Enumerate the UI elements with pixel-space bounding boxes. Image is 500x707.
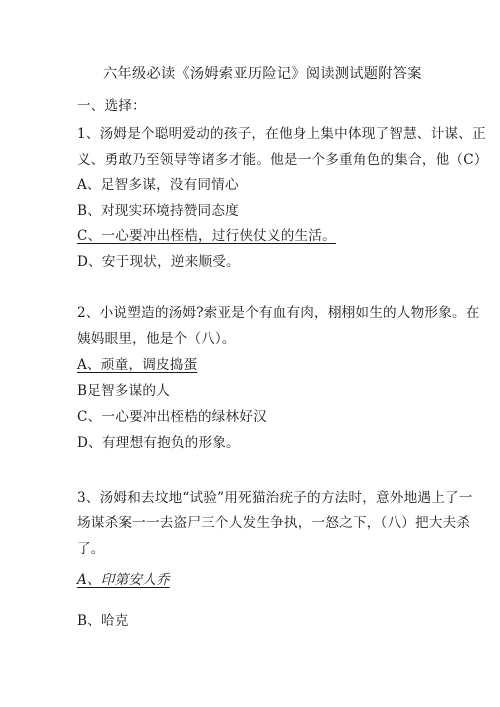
question-2-option-d: D、有理想有抱负的形象。	[77, 435, 240, 451]
question-3-option-b: B、哈克	[77, 613, 129, 629]
question-3-stem-line-2: 场谋杀案一一去盗尸三个人发生争执，一怒之下，（八）把大夫杀	[77, 515, 471, 531]
question-2-option-a-answer: A、顽童，调皮捣蛋	[77, 357, 198, 373]
question-1-option-a: A、足智多谋，没有同情心	[77, 177, 239, 193]
document-title: 六年级必读《汤姆索亚历险记》阅读测试题附答案	[103, 66, 422, 82]
question-1-stem-line-1: 1、汤姆是个聪明爱动的孩子，在他身上集中体现了智慧、计谋、正	[77, 126, 486, 142]
question-2-option-b: B足智多谋的人	[77, 383, 170, 399]
question-3-stem-line-1: 3、汤姆和去坟地“试验”用死猫治疣子的方法时，意外地遇上了一	[77, 490, 473, 506]
section-heading: 一、选择：	[77, 98, 146, 114]
question-1-option-b: B、对现实环境持赞同态度	[77, 203, 239, 219]
question-2-option-c: C、一心要冲出桎梏的绿林好汉	[77, 409, 267, 425]
question-2-stem-line-2: 姨妈眼里，他是个（八）。	[77, 331, 236, 347]
question-1-option-c-answer: C、一心要冲出桎梏，过行侠仗义的生活。	[77, 228, 336, 244]
question-1-option-d: D、安于现状，逆来顺受。	[77, 254, 240, 270]
question-1-stem-line-2: 义、勇敢乃至领导等诸多才能。他是一个多重角色的集合，他（C）	[77, 152, 488, 168]
question-3-option-a-answer: A、印第安人乔	[77, 572, 170, 588]
question-3-stem-line-3: 了。	[77, 541, 105, 557]
question-2-stem-line-1: 2、小说塑造的汤姆?索亚是个有血有肉，栩栩如生的人物形象。在	[77, 305, 480, 321]
